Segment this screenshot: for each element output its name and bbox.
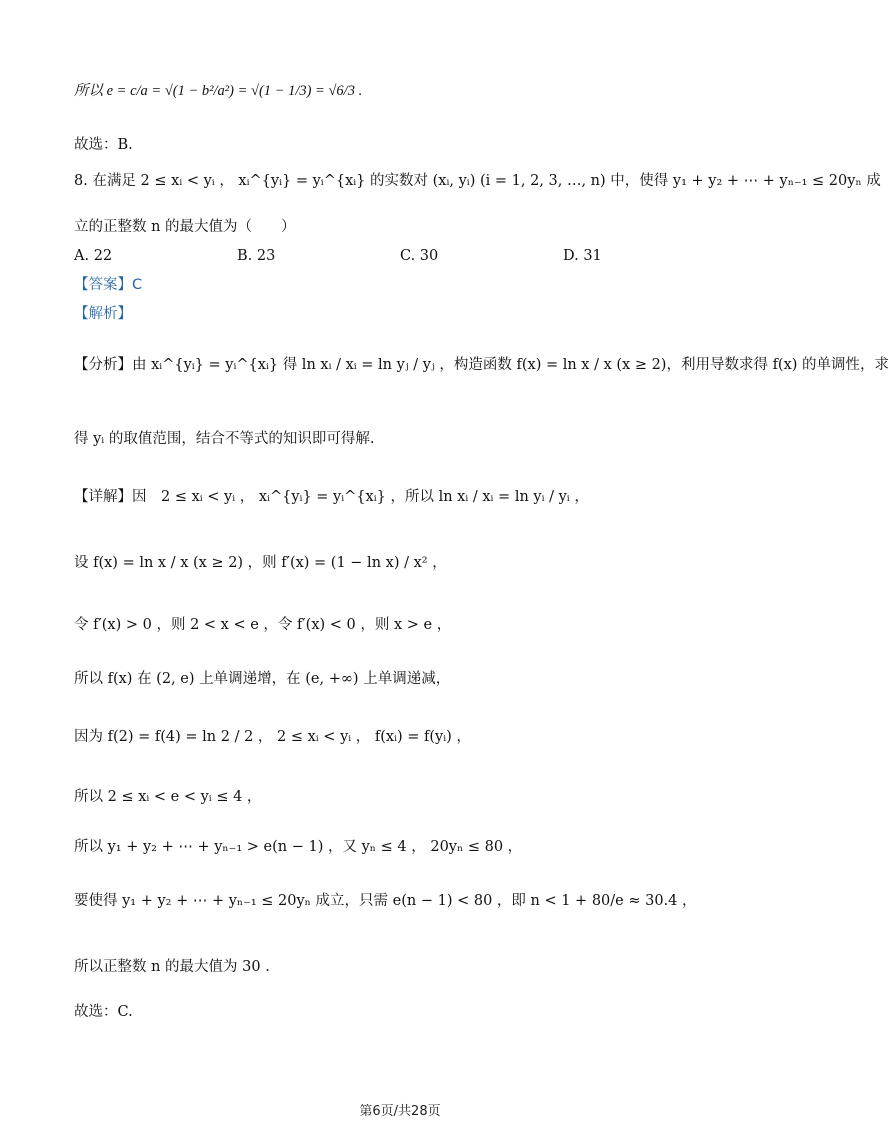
page-footer: 第6页/共28页 [359,1104,441,1119]
detail-intro: 【详解】因 2 ≤ xᵢ < yᵢ ， xᵢ^{yᵢ} = yᵢ^{xᵢ} ，所以 ln xᵢ / xᵢ = ln yᵢ / yᵢ ， [74,489,589,505]
ecc-result: 所以 e = c/a = √(1 − b²/a²) = √(1 − 1/3) = √6/3 . [74,83,363,99]
detail-conclusion: 所以正整数 n 的最大值为 30 . [74,959,270,975]
answer-label: 【答案】C [74,277,143,293]
question-8-stem: 8. 在满足 2 ≤ xᵢ < yᵢ ， xᵢ^{yᵢ} = yᵢ^{xᵢ} 的实数对 (xᵢ, yᵢ) (i = 1, 2, 3, …, n) 中，使得 y₁ + y₂ + ⋯ + yₙ₋₁ ≤ 20yₙ 成 [74,173,881,189]
question-8-stem-cont: 立的正整数 n 的最大值为（ ） [74,219,296,235]
detail-range: 所以 2 ≤ xᵢ < e < yᵢ ≤ 4 ， [74,789,262,805]
detail-define-f: 设 f(x) = ln x / x (x ≥ 2) ，则 f′(x) = (1 − ln x) / x² ， [74,555,447,571]
analysis-label: 【解析】 [74,306,132,322]
analysis-summary-cont: 得 yᵢ 的取值范围，结合不等式的知识即可得解. [74,431,375,447]
detail-f2-f4: 因为 f(2) = f(4) = ln 2 / 2 ， 2 ≤ xᵢ < yᵢ ， f(xᵢ) = f(yᵢ) ， [74,729,471,745]
option-b: B. 23 [237,248,276,264]
option-a: A. 22 [74,248,113,264]
detail-condition: 要使得 y₁ + y₂ + ⋯ + yₙ₋₁ ≤ 20yₙ 成立，只需 e(n − 1) < 80 ，即 n < 1 + 80/e ≈ 30.4 ， [74,893,697,909]
answer-choice-prev: 故选：B. [74,137,133,153]
final-answer: 故选：C. [74,1004,133,1020]
detail-sum-bound: 所以 y₁ + y₂ + ⋯ + yₙ₋₁ > e(n − 1) ，又 yₙ ≤ 4 ， 20yₙ ≤ 80 ， [74,839,523,855]
detail-derivative-sign: 令 f′(x) > 0 ，则 2 < x < e ，令 f′(x) < 0 ，则 x > e ， [74,617,452,633]
analysis-summary: 【分析】由 xᵢ^{yᵢ} = yᵢ^{xᵢ} 得 ln xᵢ / xᵢ = ln yⱼ / yⱼ ，构造函数 f(x) = ln x / x (x ≥ 2)，利用导数求得 f(x) 的单调性，求 [74,357,889,373]
option-c: C. 30 [400,248,439,264]
detail-monotonic: 所以 f(x) 在 (2, e) 上单调递增，在 (e, +∞) 上单调递减， [74,671,451,687]
option-d: D. 31 [563,248,602,264]
